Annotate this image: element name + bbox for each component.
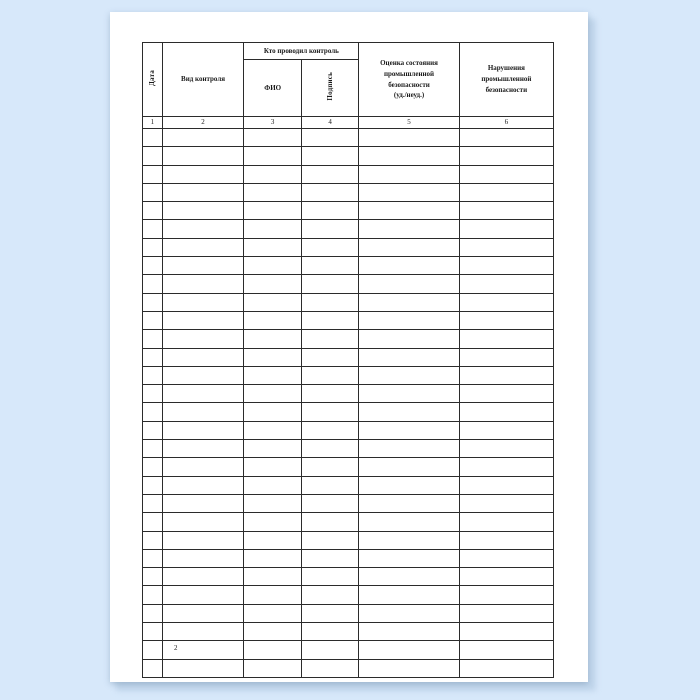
table-cell (244, 129, 301, 147)
header-safety-evaluation-line-3: безопасности (388, 80, 430, 89)
table-cell (301, 366, 358, 384)
table-cell (143, 531, 163, 549)
table-cell (244, 659, 301, 677)
table-cell (143, 257, 163, 275)
table-cell (162, 366, 244, 384)
table-cell (459, 586, 553, 604)
table-cell (459, 403, 553, 421)
table-cell (459, 458, 553, 476)
table-cell (301, 494, 358, 512)
table-cell (244, 238, 301, 256)
table-cell (244, 366, 301, 384)
table-cell (162, 494, 244, 512)
document-page (110, 12, 588, 682)
table-cell (244, 311, 301, 329)
table-cell (244, 586, 301, 604)
table-row (143, 275, 554, 293)
table-cell (244, 348, 301, 366)
table-cell (162, 330, 244, 348)
table-cell (244, 330, 301, 348)
table-cell (143, 604, 163, 622)
table-cell (244, 183, 301, 201)
table-cell (359, 604, 459, 622)
table-cell (162, 293, 244, 311)
table-cell (162, 202, 244, 220)
table-cell (359, 531, 459, 549)
table-cell (459, 440, 553, 458)
table-cell (162, 568, 244, 586)
table-cell (459, 659, 553, 677)
header-date-label: Дата (147, 70, 156, 87)
table-cell (459, 348, 553, 366)
table-cell (301, 531, 358, 549)
table-cell (459, 421, 553, 439)
header-violations-line-1: Нарушения (487, 64, 525, 73)
table-cell (143, 147, 163, 165)
header-full-name-label: ФИО (264, 83, 282, 92)
table-cell (459, 202, 553, 220)
table-cell (244, 202, 301, 220)
table-cell (162, 311, 244, 329)
table-row (143, 165, 554, 183)
table-cell (143, 202, 163, 220)
table-row (143, 348, 554, 366)
table-cell (459, 275, 553, 293)
table-cell (359, 238, 459, 256)
header-violations-line-3: безопасности (485, 85, 528, 94)
column-number-3: 3 (244, 117, 301, 129)
table-cell (143, 275, 163, 293)
table-cell (359, 440, 459, 458)
table-cell (244, 549, 301, 567)
table-cell (359, 330, 459, 348)
table-cell (301, 623, 358, 641)
table-cell (143, 641, 163, 659)
header-date (143, 43, 163, 117)
column-number-row (143, 117, 554, 129)
header-safety-evaluation-line-4: (уд./неуд.) (393, 91, 425, 100)
table-cell (301, 586, 358, 604)
table-cell (359, 202, 459, 220)
header-safety-evaluation-line-1: Оценка состояния (380, 59, 438, 67)
header-signature (301, 60, 358, 117)
table-row (143, 311, 554, 329)
table-row (143, 549, 554, 567)
table-row (143, 458, 554, 476)
table-cell (301, 129, 358, 147)
table-cell (301, 220, 358, 238)
column-number-4: 4 (301, 117, 358, 129)
table-cell (143, 385, 163, 403)
table-cell (162, 183, 244, 201)
table-cell (301, 202, 358, 220)
table-row (143, 531, 554, 549)
table-cell (301, 165, 358, 183)
table-cell (162, 129, 244, 147)
table-row (143, 220, 554, 238)
table-cell (301, 330, 358, 348)
table-cell (162, 220, 244, 238)
table-cell (459, 183, 553, 201)
table-cell (244, 220, 301, 238)
table-cell (301, 311, 358, 329)
table-cell (301, 568, 358, 586)
table-cell (301, 421, 358, 439)
table-row (143, 586, 554, 604)
table-cell (162, 403, 244, 421)
table-cell (244, 275, 301, 293)
table-cell (459, 385, 553, 403)
table-cell (459, 604, 553, 622)
table-row (143, 238, 554, 256)
table-cell (359, 421, 459, 439)
table-cell (143, 165, 163, 183)
table-cell (143, 183, 163, 201)
header-control-kind (162, 43, 244, 117)
table-cell (244, 385, 301, 403)
table-row (143, 476, 554, 494)
header-signature-label: Подпись (325, 72, 334, 101)
header-full-name (244, 60, 301, 117)
table-cell (459, 147, 553, 165)
table-row (143, 568, 554, 586)
column-number-5: 5 (359, 117, 459, 129)
table-cell (301, 641, 358, 659)
table-row (143, 421, 554, 439)
table-cell (359, 458, 459, 476)
table-cell (244, 421, 301, 439)
table-cell (301, 238, 358, 256)
table-cell (459, 311, 553, 329)
table-cell (359, 220, 459, 238)
table-cell (244, 147, 301, 165)
table-cell (143, 623, 163, 641)
table-cell (459, 220, 553, 238)
table-cell (143, 421, 163, 439)
column-number-1: 1 (143, 117, 163, 129)
control-journal-table (142, 42, 554, 678)
table-row (143, 494, 554, 512)
table-cell (162, 531, 244, 549)
table-cell (359, 348, 459, 366)
table-cell (143, 458, 163, 476)
table-cell (143, 311, 163, 329)
table-cell (244, 623, 301, 641)
table-cell (459, 531, 553, 549)
table-cell (162, 440, 244, 458)
table-row (143, 183, 554, 201)
page-number: 2 (174, 644, 178, 652)
table-cell (359, 275, 459, 293)
table-cell (162, 659, 244, 677)
table-cell (359, 385, 459, 403)
table-cell (143, 366, 163, 384)
table-cell (162, 586, 244, 604)
table-cell (162, 348, 244, 366)
table-cell (162, 513, 244, 531)
table-header (143, 43, 554, 129)
table-cell (143, 129, 163, 147)
table-cell (459, 257, 553, 275)
table-cell (143, 513, 163, 531)
table-cell (359, 586, 459, 604)
table-cell (244, 293, 301, 311)
table-row (143, 604, 554, 622)
table-row (143, 641, 554, 659)
table-row (143, 129, 554, 147)
table-cell (359, 257, 459, 275)
table-cell (143, 568, 163, 586)
table-cell (301, 549, 358, 567)
table-cell (301, 604, 358, 622)
table-cell (359, 403, 459, 421)
table-row (143, 385, 554, 403)
table-cell (162, 238, 244, 256)
table-cell (459, 641, 553, 659)
table-cell (459, 476, 553, 494)
table-cell (143, 348, 163, 366)
table-cell (244, 494, 301, 512)
table-cell (301, 403, 358, 421)
table-row (143, 513, 554, 531)
table-cell (301, 659, 358, 677)
table-cell (143, 549, 163, 567)
table-cell (301, 476, 358, 494)
table-row (143, 440, 554, 458)
header-who-performed-label: Кто проводил контроль (263, 46, 339, 55)
table-cell (359, 568, 459, 586)
table-row (143, 202, 554, 220)
table-cell (143, 476, 163, 494)
table-cell (359, 311, 459, 329)
table-cell (359, 165, 459, 183)
table-cell (301, 257, 358, 275)
table-cell (244, 568, 301, 586)
table-cell (143, 238, 163, 256)
table-cell (162, 623, 244, 641)
table-cell (301, 183, 358, 201)
table-cell (162, 421, 244, 439)
table-cell (359, 147, 459, 165)
table-cell (459, 129, 553, 147)
header-who-performed-group (244, 43, 359, 60)
table-cell (359, 513, 459, 531)
table-cell (459, 165, 553, 183)
table-cell (244, 403, 301, 421)
column-number-6: 6 (459, 117, 553, 129)
table-cell (301, 275, 358, 293)
table-cell (162, 165, 244, 183)
table-body (143, 129, 554, 678)
table-cell (359, 129, 459, 147)
table-cell (244, 531, 301, 549)
table-cell (162, 257, 244, 275)
table-cell (459, 494, 553, 512)
table-cell (162, 458, 244, 476)
table-cell (359, 659, 459, 677)
page-content-area (142, 42, 564, 658)
table-cell (459, 366, 553, 384)
table-cell (143, 330, 163, 348)
table-cell (244, 641, 301, 659)
table-cell (459, 623, 553, 641)
table-cell (301, 348, 358, 366)
table-cell (162, 549, 244, 567)
table-cell (359, 641, 459, 659)
table-cell (459, 549, 553, 567)
table-cell (143, 494, 163, 512)
table-cell (301, 147, 358, 165)
table-cell (143, 659, 163, 677)
header-violations-line-2: промышленной (481, 75, 532, 84)
table-cell (459, 293, 553, 311)
header-safety-evaluation-line-2: промышленной (384, 69, 435, 78)
table-cell (301, 385, 358, 403)
table-row (143, 293, 554, 311)
header-safety-evaluation (359, 43, 459, 117)
table-cell (244, 476, 301, 494)
column-number-2: 2 (162, 117, 244, 129)
table-cell (359, 476, 459, 494)
table-cell (143, 440, 163, 458)
table-cell (459, 513, 553, 531)
table-cell (143, 586, 163, 604)
table-cell (244, 165, 301, 183)
table-cell (459, 238, 553, 256)
table-row (143, 623, 554, 641)
table-cell (359, 623, 459, 641)
table-header-row-group (143, 43, 554, 60)
table-cell (301, 440, 358, 458)
table-cell (359, 293, 459, 311)
table-row (143, 330, 554, 348)
table-cell (359, 366, 459, 384)
table-row (143, 257, 554, 275)
header-violations (459, 43, 553, 117)
table-cell (162, 147, 244, 165)
table-cell (459, 568, 553, 586)
table-row (143, 403, 554, 421)
table-cell (459, 330, 553, 348)
table-cell (301, 458, 358, 476)
table-cell (162, 476, 244, 494)
table-cell (162, 385, 244, 403)
table-cell (244, 440, 301, 458)
table-row (143, 366, 554, 384)
header-control-kind-label: Вид контроля (181, 75, 226, 84)
table-cell (359, 183, 459, 201)
table-cell (162, 604, 244, 622)
table-row (143, 147, 554, 165)
table-row (143, 659, 554, 677)
table-cell (301, 293, 358, 311)
table-cell (143, 293, 163, 311)
table-cell (244, 257, 301, 275)
table-cell (143, 403, 163, 421)
table-cell (244, 513, 301, 531)
table-cell (162, 275, 244, 293)
table-cell (359, 494, 459, 512)
table-cell (244, 458, 301, 476)
table-cell (301, 513, 358, 531)
table-cell (359, 549, 459, 567)
table-cell (244, 604, 301, 622)
table-cell (143, 220, 163, 238)
